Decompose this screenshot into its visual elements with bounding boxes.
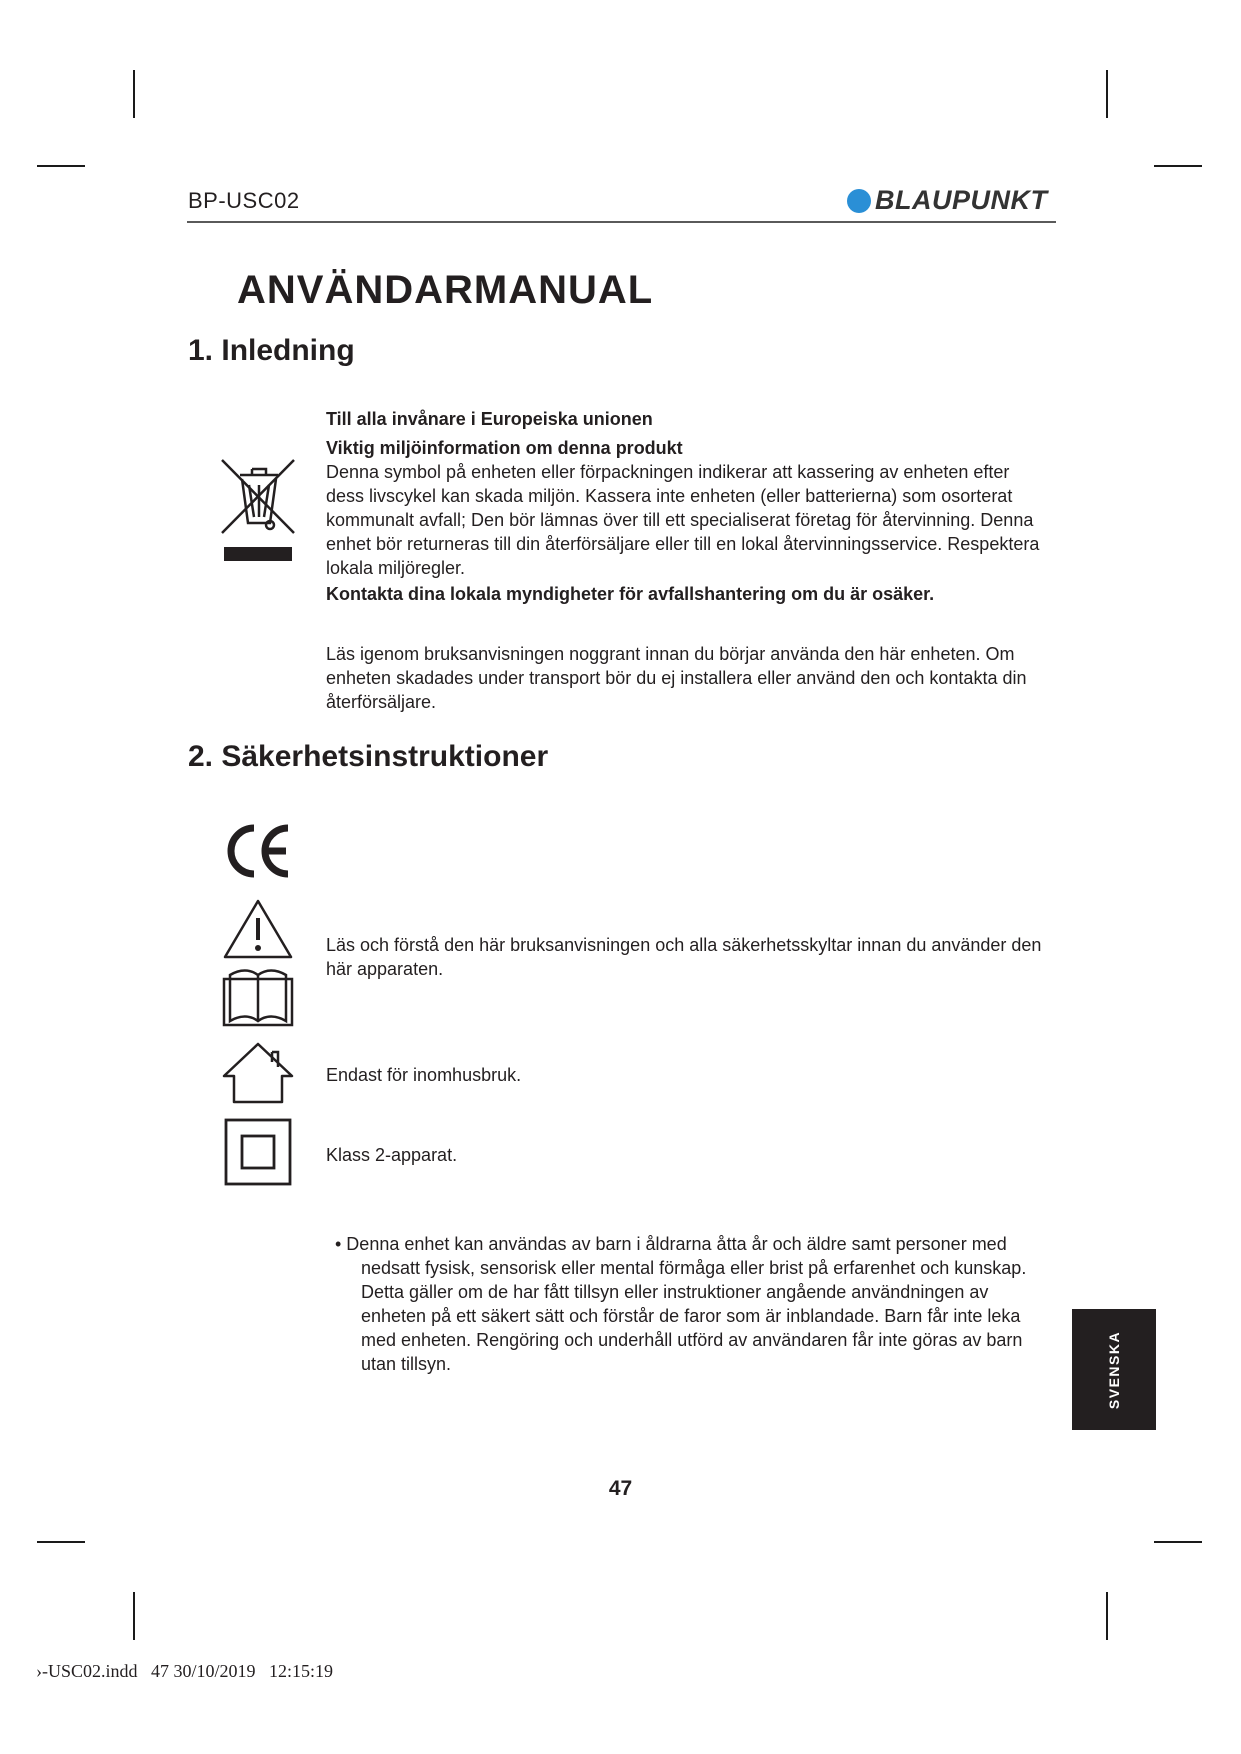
class2-text: Klass 2-apparat. [326,1145,458,1165]
manual-text [326,933,1066,981]
text-line: Detta gäller om de har fått tillsyn eller instruktioner angående användningen av [361,1282,989,1302]
header-rule [187,221,1056,223]
section-1-heading: 1. Inledning [188,334,355,367]
text-line: utan tillsyn. [361,1354,452,1374]
text-line: återförsäljare. [326,692,437,712]
page-title: ANVÄNDARMANUAL [237,268,654,312]
model-number: BP-USC02 [188,188,300,213]
crop-mark [1154,1541,1202,1543]
text-line: Läs och förstå den här bruksanvisningen och alla säkerhetsskyltar innan du använder den [326,935,1042,955]
class2-icon [224,1118,292,1186]
crop-mark [133,1592,135,1640]
warning-icon [222,898,294,960]
text-line: Läs igenom bruksanvisningen noggrant innan du börjar använda den här enheten. Om [326,644,1015,664]
children-bullet [335,1232,1075,1376]
contact-note: Kontakta dina lokala myndigheter för avfallshantering om du är osäker. [326,584,935,604]
text-line: här apparaten. [326,959,444,979]
read-paragraph [326,642,1066,714]
weee-bin-icon [218,455,298,565]
brand-logo [847,185,1048,216]
ce-mark-icon [224,822,296,880]
section-2-heading: 2. Säkerhetsinstruktioner [188,740,549,773]
text-line: nedsatt fysisk, sensorisk eller mental förmåga eller brist på erfarenhet och kunskap. [361,1258,1027,1278]
house-icon [220,1040,296,1106]
print-slug: ›-USC02.indd 47 30/10/2019 12:15:19 [36,1661,334,1681]
indoor-text: Endast för inomhusbruk. [326,1065,522,1085]
text-line: dess livscykel kan skada miljön. Kassera inte enheten (eller batterierna) som osorterat [326,486,1013,506]
crop-mark [133,70,135,118]
text-line: enheten på ett säkert sätt och förstår de faror som är inblandade. Barn får inte leka [361,1306,1021,1326]
text-line: enheten skadades under transport bör du ej installera eller använd den och kontakta din [326,668,1027,688]
manual-book-icon [222,965,294,1027]
text-line: enhet bör returneras till din återförsäljare eller till en lokal återvinningsservice. Respektera [326,534,1040,554]
language-tab [1072,1309,1156,1430]
eu-heading: Till alla invånare i Europeiska unionen [326,409,653,429]
crop-mark [1106,1592,1108,1640]
crop-mark [37,1541,85,1543]
brand-name: BLAUPUNKT [875,185,1048,215]
text-line: kommunalt avfall; Den bör lämnas över till ett specialiserat företag för återvinning. Denna [326,510,1034,530]
text-line: lokala miljöregler. [326,558,466,578]
language-tab-label: SVENSKA [1106,1330,1122,1409]
env-heading: Viktig miljöinformation om denna produkt [326,438,683,458]
crop-mark [1106,70,1108,118]
crop-mark [37,165,85,167]
page-number: 47 [608,1477,633,1500]
crop-mark [1154,165,1202,167]
env-paragraph [326,460,1066,580]
text-line: • Denna enhet kan användas av barn i åldrarna åtta år och äldre samt personer med [335,1234,1007,1254]
text-line: Denna symbol på enheten eller förpackningen indikerar att kassering av enheten efter [326,462,1010,482]
text-line: med enheten. Rengöring och underhåll utförd av användaren får inte göras av barn [361,1330,1023,1350]
logo-dot-icon [847,189,871,213]
